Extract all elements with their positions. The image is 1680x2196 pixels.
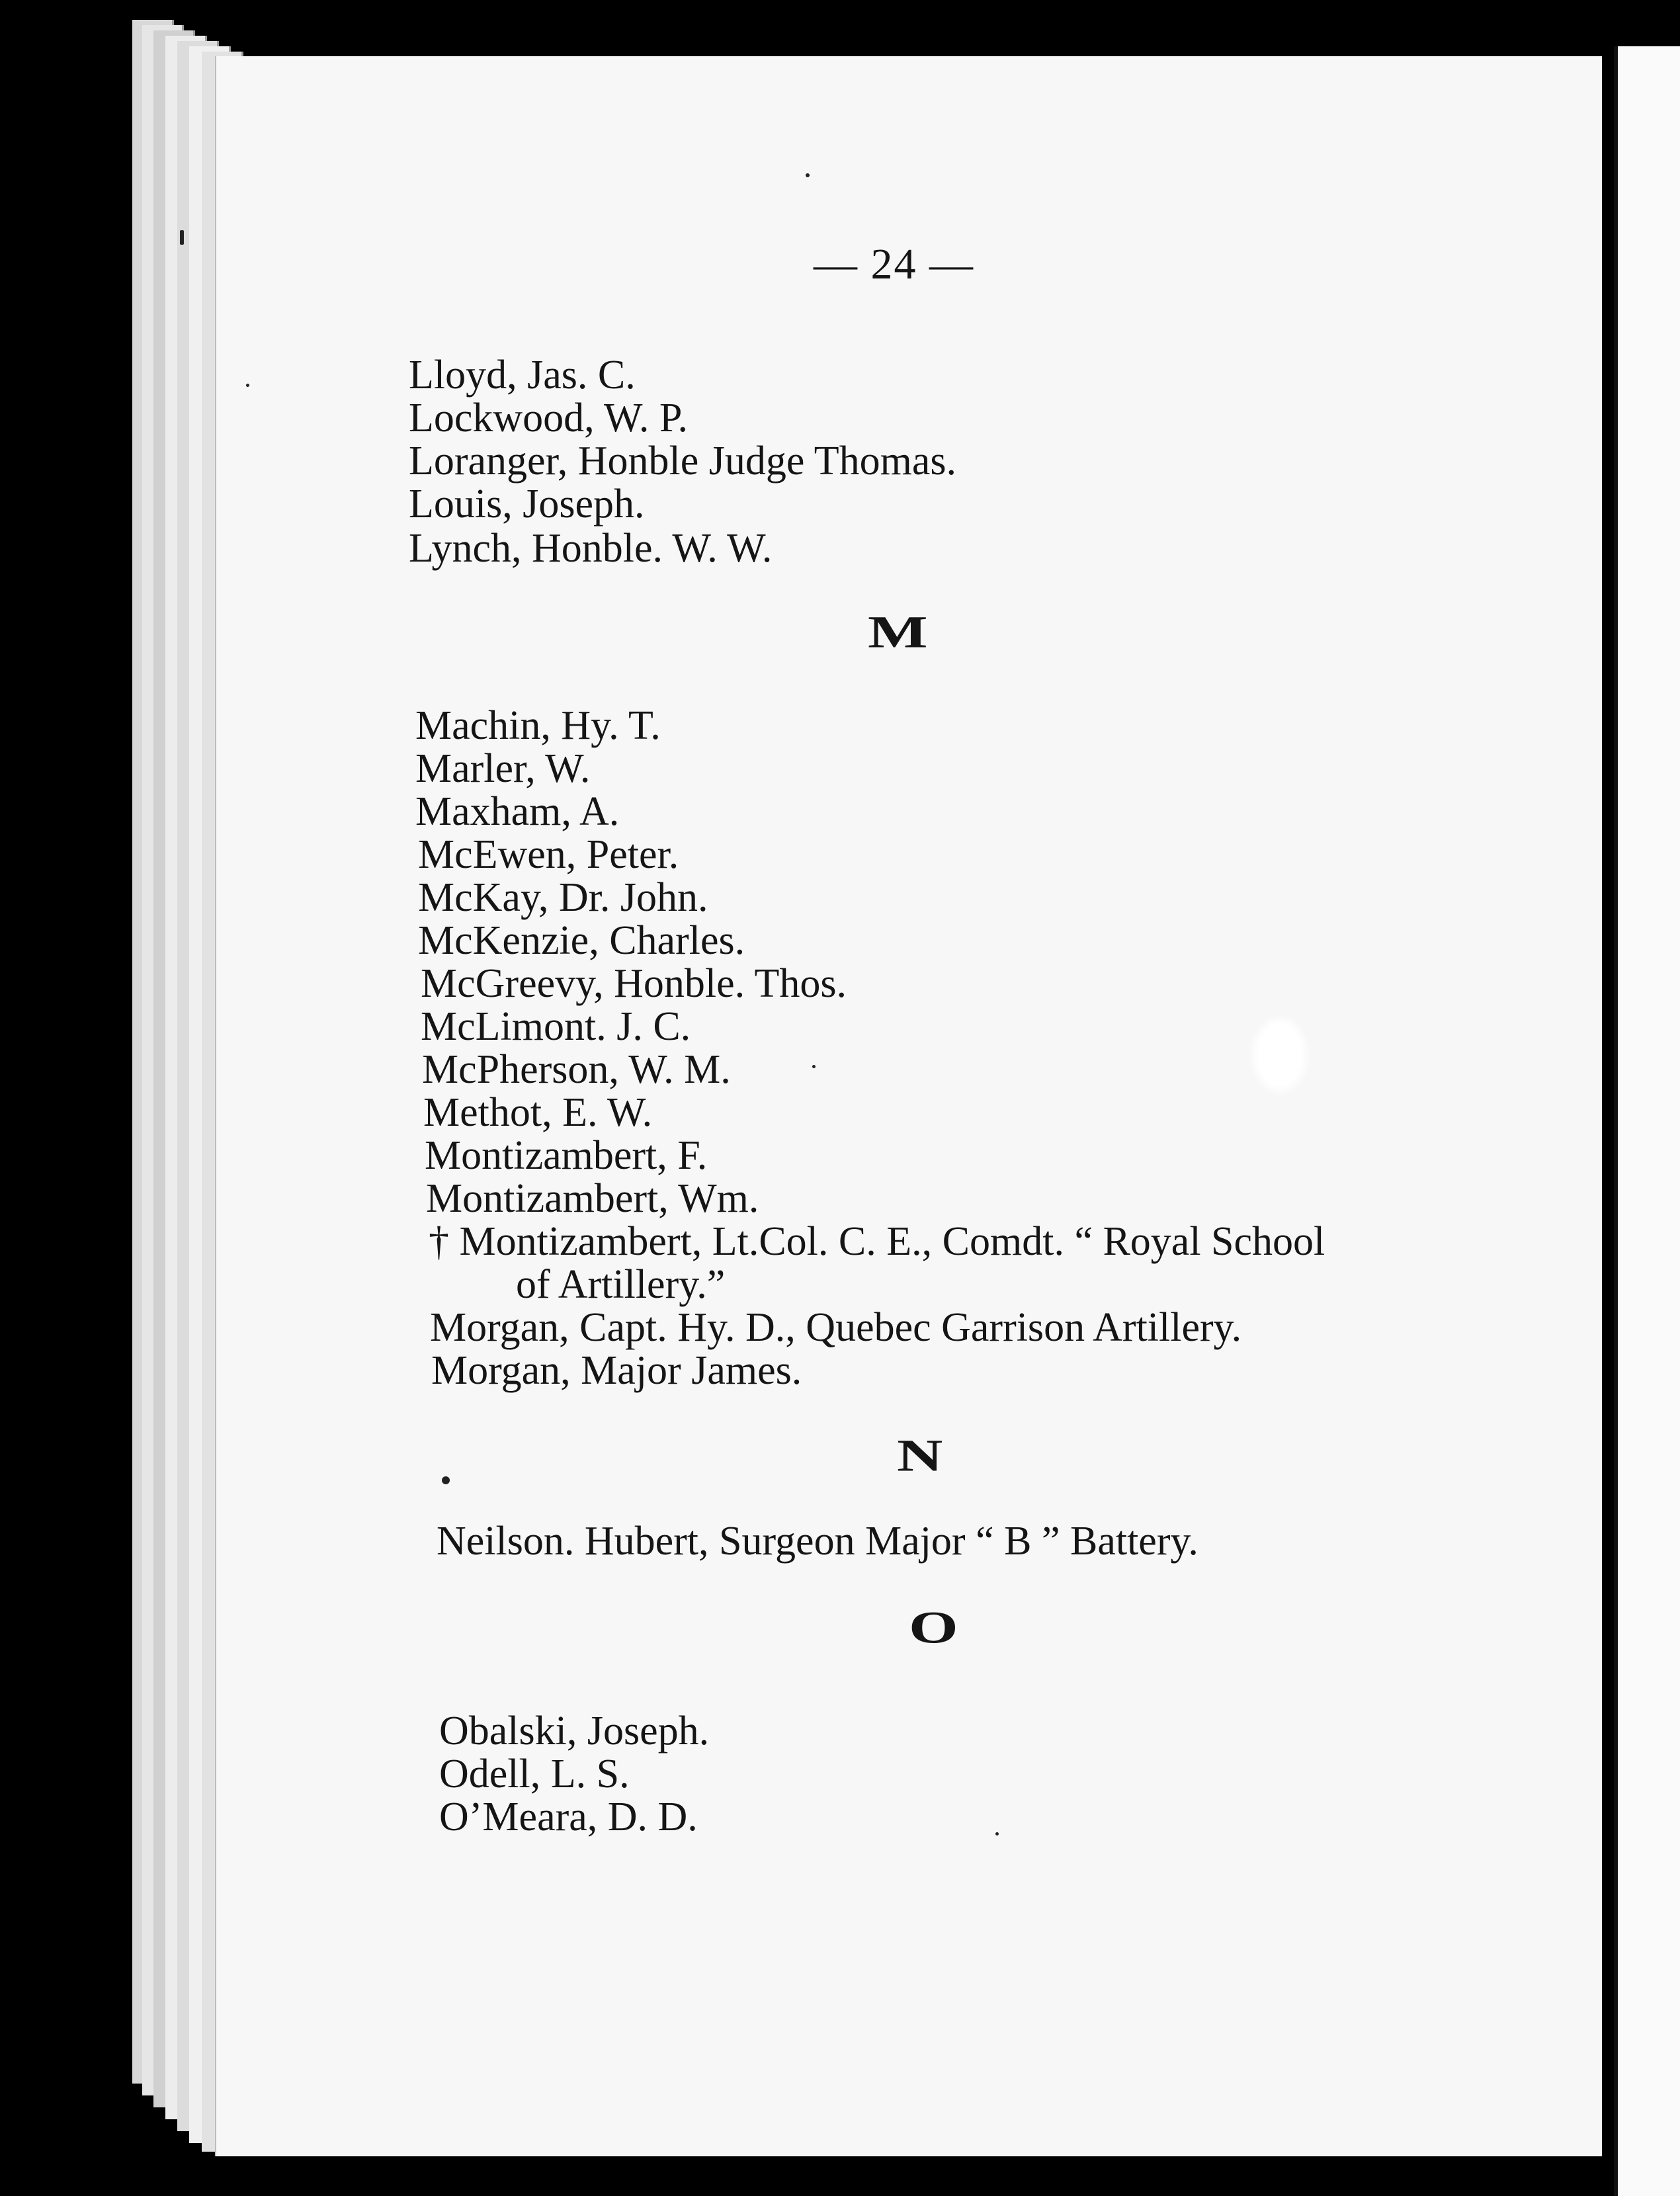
section-heading-n: N <box>897 1429 946 1481</box>
page-number: — 24 — <box>814 240 974 288</box>
list-item: McGreevy, Honble. Thos. <box>421 961 847 1006</box>
list-item: McKay, Dr. John. <box>418 875 708 920</box>
list-item: McEwen, Peter. <box>418 832 679 877</box>
list-item: Maxham, A. <box>415 789 620 834</box>
list-item: Methot, E. W. <box>423 1090 653 1135</box>
list-item: Morgan, Capt. Hy. D., Quebec Garrison Artillery. <box>430 1305 1242 1350</box>
list-item: † Montizambert, Lt.Col. C. E., Comdt. “ Royal School <box>429 1219 1325 1264</box>
list-item: Montizambert, Wm. <box>426 1176 759 1221</box>
list-item-continuation: of Artillery.” <box>516 1262 726 1307</box>
list-item: Lynch, Honble. W. W. <box>409 526 773 571</box>
list-item: McPherson, W. M. <box>422 1047 731 1092</box>
list-item: Lockwood, W. P. <box>409 396 688 441</box>
list-item: O’Meara, D. D. <box>439 1795 698 1839</box>
list-item: Odell, L. S. <box>439 1752 630 1796</box>
list-item: Obalski, Joseph. <box>439 1709 710 1753</box>
list-item: Morgan, Major James. <box>431 1348 802 1393</box>
list-item: McLimont. J. C. <box>421 1004 691 1049</box>
list-item: Neilson. Hubert, Surgeon Major “ B ” Battery. <box>437 1519 1198 1564</box>
section-heading-m: M <box>868 606 931 657</box>
list-item: McKenzie, Charles. <box>418 918 745 963</box>
list-item: Marler, W. <box>415 746 591 791</box>
list-item: Machin, Hy. T. <box>415 703 661 748</box>
list-item: Montizambert, F. <box>425 1133 708 1178</box>
list-item: Louis, Joseph. <box>409 482 645 527</box>
list-item: Lloyd, Jas. C. <box>409 353 636 398</box>
section-heading-o: O <box>909 1601 961 1653</box>
list-item: Loranger, Honble Judge Thomas. <box>409 439 957 484</box>
